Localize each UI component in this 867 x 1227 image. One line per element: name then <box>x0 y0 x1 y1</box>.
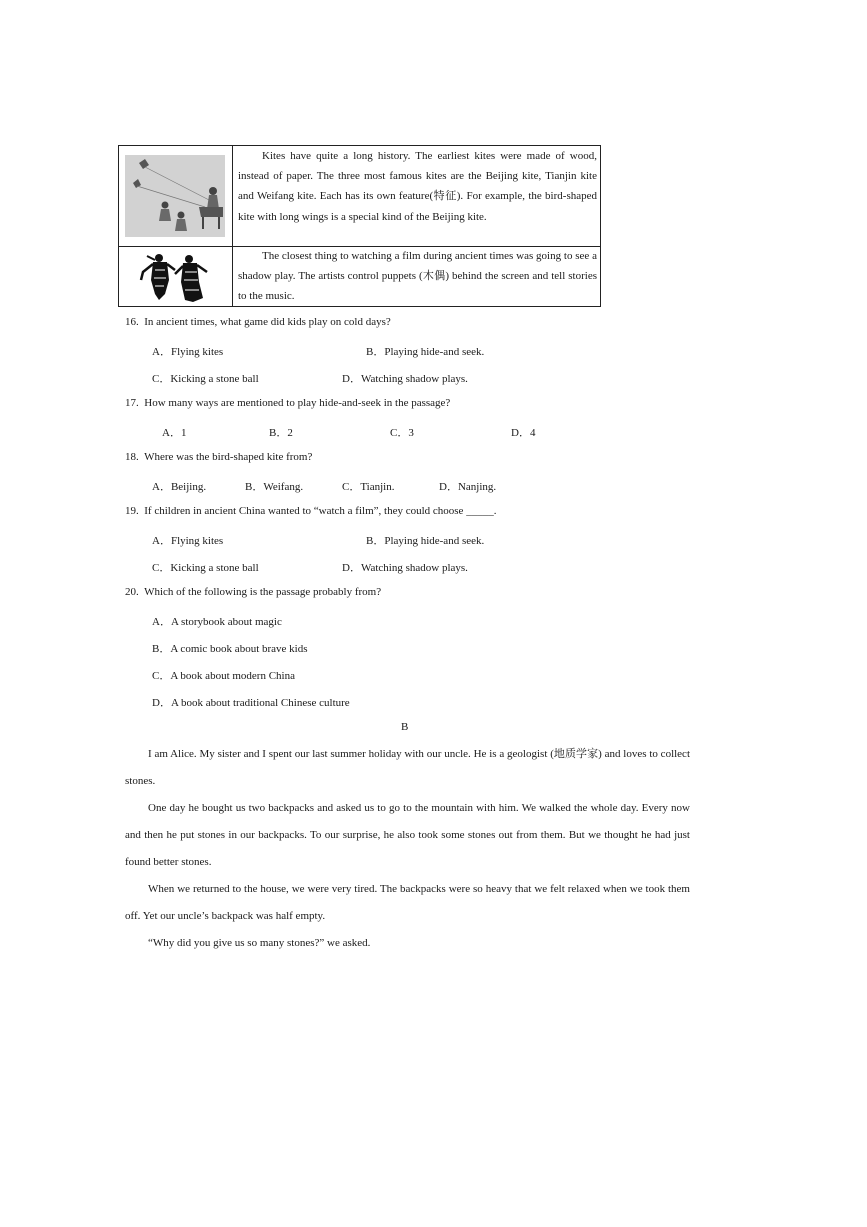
passage-paragraph: I am Alice. My sister and I spent our last summer holiday with our uncle. He is a geologist (地质学家) and loves to collect stones. <box>125 748 690 787</box>
column-divider <box>232 146 233 306</box>
question-19: 19. If children in ancient China wanted to “watch a film”, they could choose _____. <box>125 505 497 517</box>
section-b-heading: B <box>401 721 409 733</box>
question-17: 17. How many ways are mentioned to play hide-and-seek in the passage? <box>125 397 451 409</box>
kite-history-text: Kites have quite a long history. The earliest kites were made of wood, instead of paper. The three most famous kites are the Beijing kite, Tianjin kite and Weifang kite. Each has its own feature(特征). For example, the bird-shaped kite with long wings is a special kind of the Beijing kite. <box>238 150 597 223</box>
option-17b: B．2 <box>269 427 293 439</box>
option-17c: C．3 <box>390 427 414 439</box>
option-20a: A．A storybook about magic <box>152 616 282 628</box>
option-18d: D．Nanjing. <box>439 481 497 493</box>
option-19c: C．Kicking a stone ball <box>152 562 259 574</box>
section-b-passage <box>125 741 690 957</box>
shadow-play-text: The closest thing to watching a film during ancient times was going to see a shadow play. The artists control puppets (木偶) behind the screen and tell stories to the music. <box>238 250 597 303</box>
option-16c: C．Kicking a stone ball <box>152 373 259 385</box>
option-20d: D．A book about traditional Chinese culture <box>152 697 350 709</box>
question-18: 18. Where was the bird-shaped kite from? <box>125 451 313 463</box>
option-17a: A．1 <box>162 427 187 439</box>
question-16: 16. In ancient times, what game did kids play on cold days? <box>125 316 391 328</box>
reading-table <box>118 145 601 307</box>
option-18c: C．Tianjin. <box>342 481 395 493</box>
question-20: 20. Which of the following is the passage probably from? <box>125 586 382 598</box>
option-19b: B．Playing hide-and seek. <box>366 535 485 547</box>
option-16a: A．Flying kites <box>152 346 224 358</box>
option-19a: A．Flying kites <box>152 535 224 547</box>
option-17d: D．4 <box>511 427 536 439</box>
option-20b: B．A comic book about brave kids <box>152 643 308 655</box>
passage-paragraph: “Why did you give us so many stones?” we asked. <box>148 937 371 949</box>
option-19d: D．Watching shadow plays. <box>342 562 468 574</box>
passage-paragraph: When we returned to the house, we were very tired. The backpacks were so heavy that we felt relaxed when we took them off. Yet our uncle’s backpack was half empty. <box>125 883 690 922</box>
kite-flying-illustration <box>125 155 225 237</box>
shadow-puppet-illustration <box>139 250 211 304</box>
option-18a: A．Beijing. <box>152 481 207 493</box>
option-20c: C．A book about modern China <box>152 670 295 682</box>
passage-paragraph: One day he bought us two backpacks and asked us to go to the mountain with him. We walked the whole day. Every now and then he put stones in our backpacks. To our surprise, he also took some stones out from them. But we thought he had just found better stones. <box>125 802 690 868</box>
option-16b: B．Playing hide-and seek. <box>366 346 485 358</box>
option-16d: D．Watching shadow plays. <box>342 373 468 385</box>
option-18b: B．Weifang. <box>245 481 304 493</box>
